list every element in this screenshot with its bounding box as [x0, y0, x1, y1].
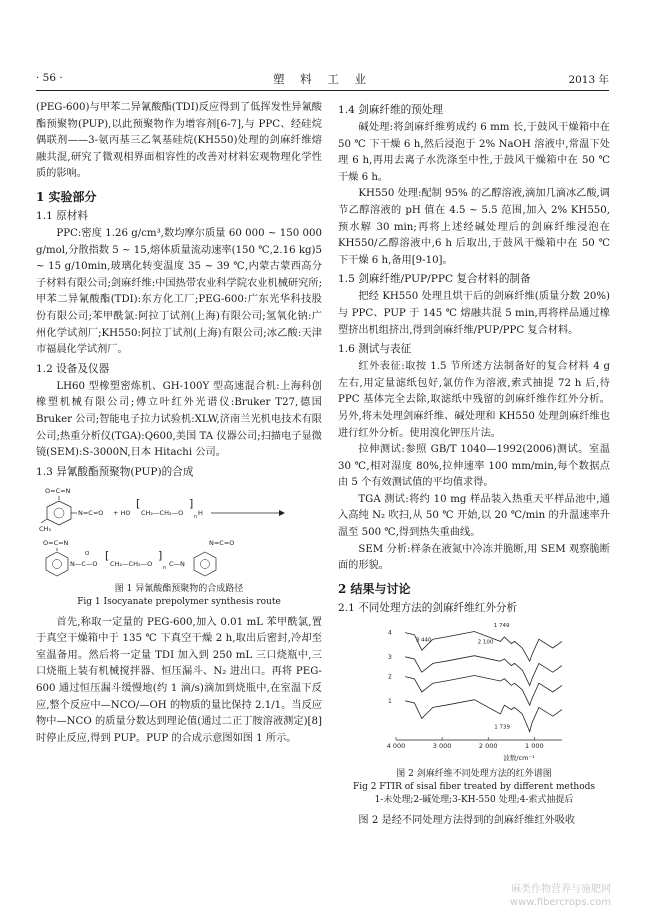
ftir-series-4 — [405, 631, 562, 661]
right-column — [338, 100, 610, 829]
section-1-5-heading: 1.5 剑麻纤维/PUP/PPC 复合材料的制备 — [338, 273, 531, 286]
ftir-series-group — [405, 631, 562, 731]
scheme-n: n — [194, 513, 198, 520]
section-1-3-heading: 1.3 异氰酸酯预聚物(PUP)的合成 — [36, 465, 194, 478]
alkali-paragraph: 碱处理:将剑麻纤维剪成约 6 mm 长,于鼓风干燥箱中在 50 ℃ 下干燥 6 h,然后浸泡于 2% NaOH 溶液中,常温下处理 6 h,再用去离子水洗涤至中性,于鼓风干燥箱中在 50 ℃ 干燥 6 h。 — [338, 122, 610, 183]
scheme-r1: O=C=N — [45, 486, 71, 495]
benzene-ring-icon — [194, 552, 216, 576]
svg-text:]: ] — [189, 496, 194, 510]
ftir-series-label-1: 1 — [388, 697, 392, 705]
figure-1-caption — [36, 583, 322, 609]
figure-1-caption-cn: 图 1 异氰酸酯预聚物的合成路径 — [114, 583, 244, 594]
svg-text:[: [ — [105, 548, 110, 562]
preparation-paragraph: 把经 KH550 处理且烘干后的剑麻纤维(质量分数 20%)与 PPC、PUP 于 145 ℃ 熔融共混 5 min,再将样品通过橡塑挤出机组挤出,得到剑麻纤维/PUP/PPC 复合材料。 — [338, 291, 610, 336]
ftir-tick-label: 4 000 — [386, 741, 406, 750]
page-number: · 56 · — [36, 72, 63, 84]
header-rule — [36, 90, 609, 91]
ftir-tick-label: 3 000 — [432, 741, 452, 750]
watermark-cn: 麻类作物营养与施肥网 — [511, 884, 611, 895]
figure-2-caption-cn: 图 2 剑麻纤维不同处理方法的红外谱图 — [396, 768, 552, 779]
equipment-paragraph: LH60 型橡塑密炼机、GH-100Y 型高速混合机:上海科创橡塑机械有限公司;傅立叶红外光谱仪:Bruker T27,德国 Bruker 公司;智能电子拉力试验机:XLW,济南兰光机电技术有限公司;热重分析仪(TGA):Q600,美国 TA 仪器公司;扫描电子显微镜(SEM):S-3000N,日本 Hitachi 公司。 — [36, 380, 322, 459]
synthesis-scheme — [39, 483, 319, 581]
product-nco: O=C=N — [43, 538, 69, 547]
section-2-1-heading: 2.1 不同处理方法的剑麻纤维红外分析 — [338, 601, 518, 614]
tensile-paragraph: 拉伸测试:参照 GB/T 1040—1992(2006)测试。室温 30 ℃,相对湿度 80%,拉伸速率 100 mm/min,每个数据点由 5 个有效测试值的平均值求得。 — [338, 444, 610, 489]
section-2-heading: 2 结果与讨论 — [338, 581, 411, 596]
ir-paragraph: 红外表征:取按 1.5 节所述方法制备好的复合材料 4 g 左右,用定量滤纸包好,氯仿作为溶液,索式抽提 72 h 后,待 PPC 基体完全去除,取滤纸中残留的剑麻纤维作红外分析。另外,将未处理剑麻纤维、碱处理和 KH550 处理剑麻纤维也进行红外分析。使用溴化钾压片法。 — [338, 361, 610, 439]
svg-text:]: ] — [158, 548, 163, 562]
section-1-6-heading: 1.6 测试与表征 — [338, 343, 412, 356]
journal-year: 2013 年 — [568, 74, 609, 86]
intro-paragraph: (PEG-600)与甲苯二异氰酸酯(TDI)反应得到了低挥发性异氰酸酯预聚物(PUP),以此预聚物作为增容剂[6-7],与 PPC、经硅烷偶联剂——3-氨丙基三乙氧基硅烷(KH550)处理的剑麻纤维熔融共混,研究了微观相界面相容性的改善对材料宏观物理化学性质的影响。 — [36, 102, 322, 180]
last-paragraph: 图 2 是经不同处理方法得到的剑麻纤维红外吸收 — [358, 814, 576, 826]
section-1-1-heading: 1.1 原材料 — [36, 209, 88, 222]
figure-2-caption-en: Fig 2 FTIR of sisal fiber treated by different methods — [352, 781, 596, 792]
ftir-annotation: 2 100 — [477, 639, 494, 646]
product-c: C—N — [169, 559, 185, 568]
kh550-paragraph: KH550 处理:配制 95% 的乙醇溶液,滴加几滴冰乙酸,调节乙醇溶液的 pH 值在 4.5 ~ 5.5 范围,加入 2% KH550,预水解 30 min;再将上述经碱处理后的剑麻纤维浸泡在 KH550/乙醇溶液中,6 h 后取出,于鼓风干燥箱中在 50 ℃ 下干燥 6 h,备用[9-10]。 — [338, 188, 610, 266]
scheme-h: H — [198, 508, 203, 517]
ftir-series-label-3: 3 — [388, 653, 392, 661]
sem-paragraph: SEM 分析:样条在液氮中冷冻并脆断,用 SEM 观察脆断面的形貌。 — [338, 543, 610, 572]
ftir-series-1 — [405, 700, 562, 732]
journal-name: 塑 料 工 业 — [273, 72, 372, 86]
watermark — [510, 883, 611, 909]
watermark-url: www.fibercrops.com — [509, 897, 611, 908]
scheme-nco: N=C=O — [78, 508, 104, 517]
materials-paragraph: PPC:密度 1.26 g/cm³,数均摩尔质量 60 000 ~ 150 000 g/mol,分散指数 5 ~ 15,熔体质量流动速率(150 ℃,2.16 kg)5 ~ 15 g/10min,玻璃化转变温度 35 ~ 39 ℃,内蒙古蒙西高分子材料有限公司;剑麻纤维:中国热带农业科学院农业机械研究所;甲苯二异氰酸酯(TDI):东方化工厂;PEG-600:广东光华科技股份有限公司;苯甲酰氯:阿拉丁试剂(上海)有限公司;氢氧化钠:广州化学试剂厂;KH550:阿拉丁试剂(上海)有限公司;冰乙酸:天津市福晨化学试剂厂。 — [36, 227, 322, 356]
tga-paragraph: TGA 测试:将约 10 mg 样品装入热重天平样品池中,通入高纯 N₂ 吹扫,从 50 ℃ 开始,以 20 ℃/min 的升温速率升温至 500 ℃,得到热失重曲线。 — [338, 493, 610, 539]
benzene-ring-icon — [46, 552, 68, 576]
left-column — [36, 100, 322, 747]
ftir-annotation: 3 440 — [415, 637, 432, 644]
benzene-ring-icon — [47, 501, 71, 525]
ftir-x-axis-label: 波数/cm⁻¹ — [503, 753, 535, 762]
section-1-2-heading: 1.2 设备及仪器 — [36, 362, 110, 375]
figure-1-caption-en: Fig 1 Isocyanate prepolymer synthesis route — [77, 596, 281, 607]
ftir-series-2 — [405, 675, 562, 705]
section-1-4-heading: 1.4 剑麻纤维的预处理 — [338, 104, 443, 116]
product-nh: N—C—O — [70, 559, 98, 568]
ftir-annotation: 1 739 — [494, 724, 511, 731]
ftir-chart — [374, 618, 574, 766]
ftir-series-label-4: 4 — [388, 629, 392, 637]
ftir-tick-label: 2 000 — [478, 741, 498, 750]
ftir-series-label-2: 2 — [388, 673, 392, 681]
product-o: O — [85, 550, 90, 557]
scheme-peg: CH₂—CH₂—O — [141, 508, 184, 517]
svg-text:n: n — [163, 564, 167, 571]
section-1-heading: 1 实验部分 — [36, 189, 97, 204]
figure-2-caption — [338, 768, 610, 807]
ftir-series-3 — [405, 656, 562, 686]
ftir-annotation: 1 749 — [493, 622, 510, 629]
svg-text:[: [ — [136, 496, 141, 510]
product-end: N=C=O — [209, 538, 235, 547]
product-peg: CH₂—CH₂—O — [110, 559, 153, 568]
figure-2-legend: 1-未处理;2-碱处理;3-KH-550 处理;4-索式抽提后 — [374, 794, 574, 805]
ftir-tick-label: 1 000 — [525, 741, 544, 750]
scheme-me: CH₃ — [39, 524, 52, 533]
synthesis-paragraph: 首先,称取一定量的 PEG-600,加入 0.01 mL 苯甲酰氯,置于真空干燥箱中于 135 ℃ 下真空干燥 2 h,取出后密封,冷却至室温备用。然后将一定量 TDI 加入到 250 mL 三口烧瓶中,三口烧瓶上装有机械搅拌器、恒压漏斗、N₂ 进出口。再将 PEG-600 通过恒压漏斗缓慢地(约 1 滴/s)滴加到烧瓶中,在室温下反应,整个反应中—NCO/—OH 的物质的量比保持 2.1/1。当反应物中—NCO 的质量分数达到理论值(通过二正丁胺溶液测定)[8] 时停止反应,得到 PUP。PUP 的合成示意图如图 1 所示。 — [36, 616, 322, 744]
running-header — [36, 70, 609, 88]
scheme-plus: + HO — [113, 508, 131, 517]
